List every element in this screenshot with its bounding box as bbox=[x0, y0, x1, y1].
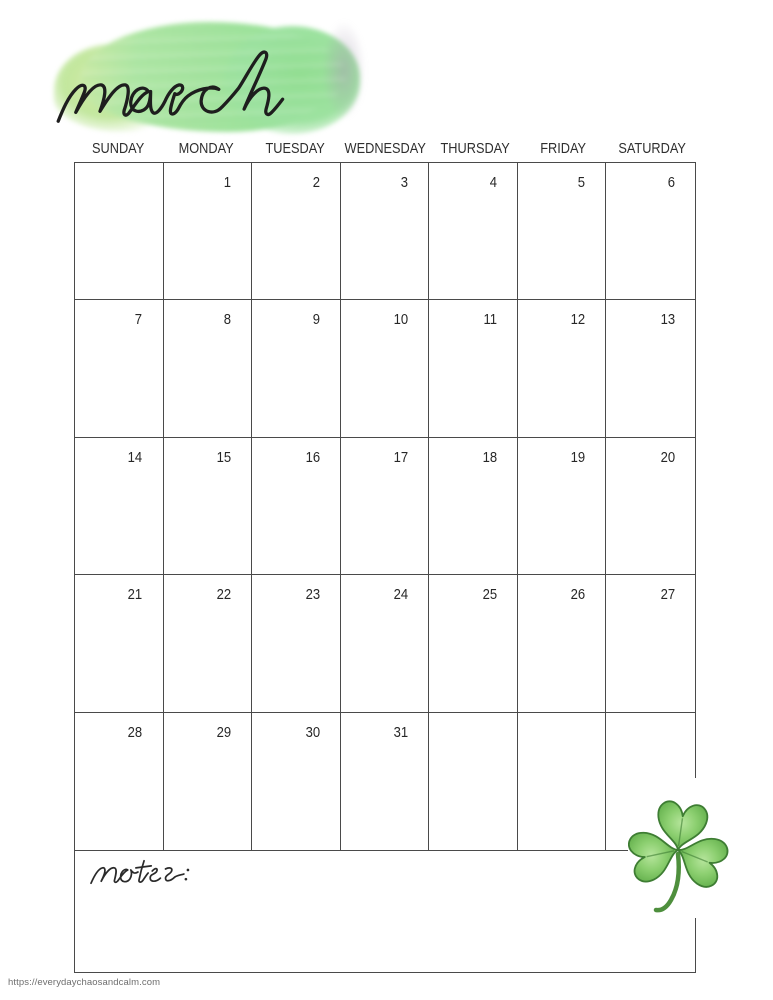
day-number: 10 bbox=[393, 312, 409, 329]
day-number: 17 bbox=[393, 449, 409, 466]
day-number: 2 bbox=[312, 175, 320, 191]
day-cell bbox=[252, 575, 341, 712]
day-number: 16 bbox=[305, 449, 320, 466]
day-cell bbox=[164, 575, 253, 712]
day-cell bbox=[164, 713, 253, 850]
day-number: 3 bbox=[401, 175, 409, 191]
weekday-label: SATURDAY bbox=[618, 141, 686, 157]
weekday-label: FRIDAY bbox=[540, 141, 587, 157]
day-cell bbox=[252, 713, 341, 850]
notes-section bbox=[74, 851, 696, 973]
weekday-label: SUNDAY bbox=[92, 141, 145, 157]
day-number: 12 bbox=[570, 312, 586, 329]
day-cell bbox=[252, 300, 341, 437]
day-cell bbox=[341, 163, 430, 300]
day-cell bbox=[518, 163, 607, 300]
day-cell bbox=[341, 713, 430, 850]
empty-day-cell bbox=[518, 713, 607, 850]
day-cell bbox=[75, 300, 164, 437]
calendar-body bbox=[74, 162, 696, 973]
day-number: 28 bbox=[128, 724, 143, 741]
day-number: 7 bbox=[135, 312, 143, 329]
day-number: 9 bbox=[312, 312, 320, 329]
day-cell bbox=[341, 575, 430, 712]
day-cell bbox=[606, 163, 695, 300]
day-number: 14 bbox=[128, 449, 143, 466]
day-number: 26 bbox=[570, 587, 586, 604]
day-cell bbox=[429, 300, 518, 437]
day-number: 31 bbox=[393, 724, 409, 741]
day-cell bbox=[429, 163, 518, 300]
day-number: 4 bbox=[489, 175, 497, 191]
weekday-header-row bbox=[74, 141, 696, 158]
day-cell bbox=[75, 713, 164, 850]
day-cell bbox=[164, 163, 253, 300]
day-number: 1 bbox=[223, 175, 232, 191]
weekday-label: MONDAY bbox=[178, 141, 234, 157]
day-number: 18 bbox=[482, 449, 497, 466]
notes-label-script bbox=[89, 856, 191, 888]
day-number: 30 bbox=[305, 724, 320, 741]
day-cell bbox=[164, 438, 253, 575]
day-number: 8 bbox=[223, 312, 232, 329]
day-number: 19 bbox=[570, 449, 586, 466]
day-cell bbox=[606, 438, 695, 575]
day-number: 24 bbox=[393, 587, 409, 604]
day-cell bbox=[75, 575, 164, 712]
day-cell bbox=[429, 575, 518, 712]
empty-day-cell bbox=[75, 163, 164, 300]
day-cell bbox=[518, 438, 607, 575]
day-number: 27 bbox=[660, 587, 675, 604]
day-number: 15 bbox=[216, 449, 232, 466]
day-cell bbox=[252, 163, 341, 300]
day-number: 25 bbox=[482, 587, 497, 604]
empty-day-cell bbox=[429, 713, 518, 850]
day-cell bbox=[429, 438, 518, 575]
day-cell bbox=[75, 438, 164, 575]
source-url: https://everydaychaosandcalm.com bbox=[8, 977, 161, 988]
shamrock-illustration bbox=[628, 778, 762, 918]
shamrock-icon bbox=[628, 778, 762, 918]
day-number: 21 bbox=[128, 587, 143, 604]
weekday-label: TUESDAY bbox=[264, 141, 325, 157]
day-number: 23 bbox=[305, 587, 320, 604]
day-cell bbox=[252, 438, 341, 575]
day-number: 5 bbox=[578, 175, 586, 191]
weekday-label: THURSDAY bbox=[440, 141, 510, 157]
day-number: 6 bbox=[667, 175, 675, 191]
day-number: 20 bbox=[660, 449, 675, 466]
day-number: 29 bbox=[216, 724, 232, 741]
day-number: 11 bbox=[483, 312, 497, 329]
calendar-grid bbox=[74, 162, 696, 851]
day-cell bbox=[606, 575, 695, 712]
day-number: 22 bbox=[216, 587, 232, 604]
day-cell bbox=[518, 575, 607, 712]
day-cell bbox=[164, 300, 253, 437]
day-number: 13 bbox=[660, 312, 675, 329]
month-title-script bbox=[56, 42, 386, 130]
weekday-label: WEDNESDAY bbox=[344, 141, 426, 157]
day-cell bbox=[341, 438, 430, 575]
day-cell bbox=[341, 300, 430, 437]
day-cell bbox=[518, 300, 607, 437]
day-cell bbox=[606, 300, 695, 437]
